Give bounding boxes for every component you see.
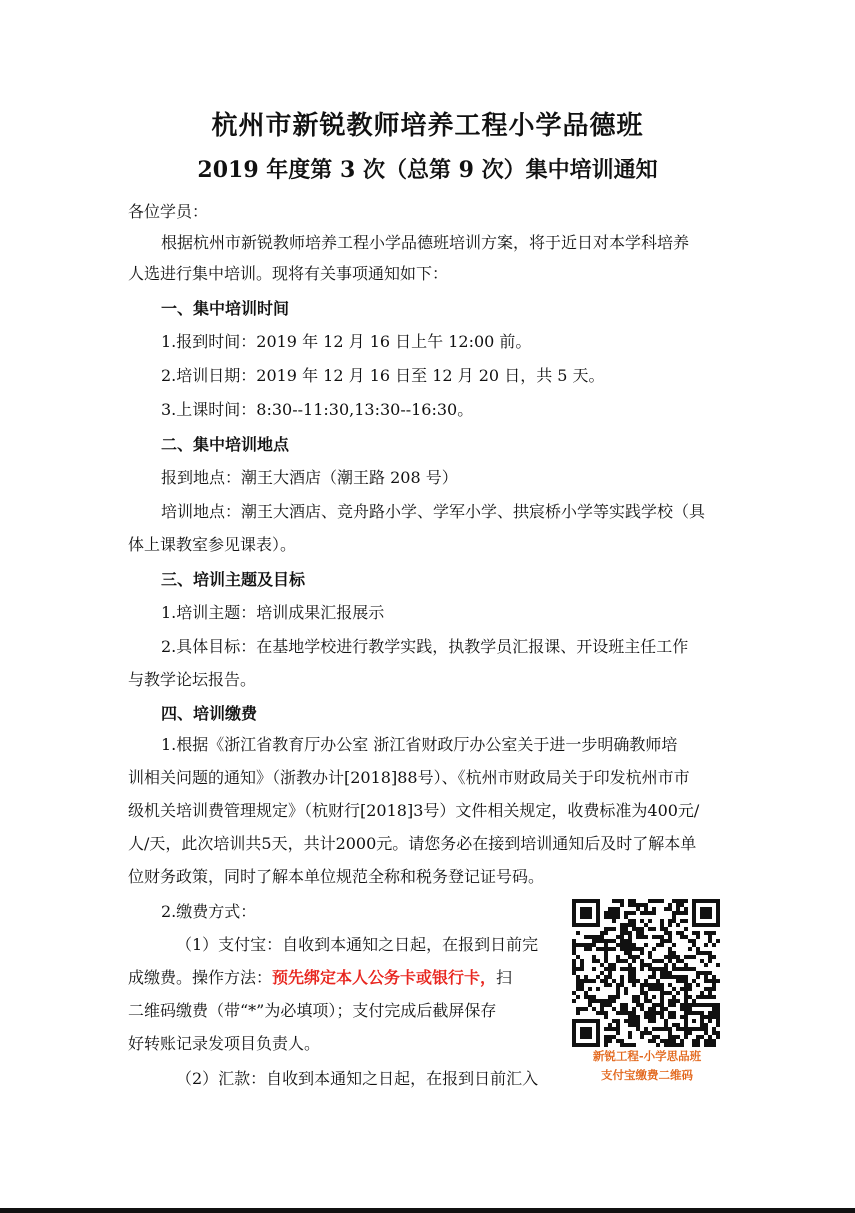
alipay-line-2-pre: 成缴费。操作方法： [128, 968, 273, 987]
training-dates: 2.培训日期：2019 年 12 月 16 日至 12 月 20 日，共 5 天。 [161, 366, 605, 385]
alipay-line-1: （1）支付宝：自收到本通知之日起，在报到日前完 [176, 935, 539, 954]
intro-line-1: 根据杭州市新锐教师培养工程小学品德班培训方案，将于近日对本学科培养 [161, 233, 690, 252]
page-title: 杭州市新锐教师培养工程小学品德班 [211, 111, 644, 141]
section-2-heading: 二、集中培训地点 [161, 435, 290, 454]
bottom-rule [0, 1208, 855, 1213]
fee-line-3: 级机关培训费管理规定》（杭财行[2018]3号）文件相关规定，收费标准为400元/ [128, 801, 700, 820]
fee-line-1: 1.根据《浙江省教育厅办公室 浙江省财政厅办公室关于进一步明确教师培 [161, 735, 678, 754]
training-goal-line-1: 2.具体目标：在基地学校进行教学实践，执教学员汇报课、开设班主任工作 [161, 637, 689, 656]
section-1-heading: 一、集中培训时间 [161, 299, 290, 318]
training-goal-line-2: 与教学论坛报告。 [128, 670, 257, 689]
training-theme: 1.培训主题：培训成果汇报展示 [161, 603, 385, 622]
report-location: 报到地点：潮王大酒店（潮王路 208 号） [161, 468, 458, 487]
intro-line-2: 人选进行集中培训。现将有关事项通知如下： [128, 264, 449, 283]
alipay-card-highlight: 预先绑定本人公务卡或银行卡， [272, 968, 497, 987]
report-time: 1.报到时间：2019 年 12 月 16 日上午 12:00 前。 [161, 332, 532, 351]
greeting: 各位学员： [128, 202, 209, 221]
page-subtitle: 2019 年度第 3 次（总第 9 次）集中培训通知 [197, 157, 658, 183]
section-3-heading: 三、培训主题及目标 [161, 570, 306, 589]
alipay-line-3: 二维码缴费（带“*”为必填项）；支付完成后截屏保存 [128, 1001, 497, 1020]
qr-caption-2: 支付宝缴费二维码 [601, 1068, 693, 1082]
fee-line-4: 人/天，此次培训共5天，共计2000元。请您务必在接到培训通知后及时了解本单 [128, 834, 697, 853]
alipay-line-4: 好转账记录发项目负责人。 [128, 1034, 321, 1053]
fee-line-2: 训相关问题的通知》（浙教办计[2018]88号）、《杭州市财政局关于印发杭州市市 [128, 768, 690, 787]
payment-methods: 2.缴费方式： [161, 902, 257, 921]
qr-caption-1: 新锐工程-小学思品班 [592, 1049, 702, 1063]
fee-line-5: 位财务政策，同时了解本单位规范全称和税务登记证号码。 [128, 867, 545, 886]
section-4-heading: 四、培训缴费 [161, 704, 258, 723]
alipay-line-2-post: 扫 [496, 968, 513, 987]
training-location-line-1: 培训地点：潮王大酒店、竞舟路小学、学军小学、拱宸桥小学等实践学校（具 [161, 502, 706, 521]
alipay-qr-block [572, 899, 722, 1085]
remit-line: （2）汇款：自收到本通知之日起，在报到日前汇入 [176, 1069, 539, 1088]
qr-code-icon[interactable] [572, 899, 720, 1047]
class-time: 3.上课时间：8:30--11:30,13:30--16:30。 [161, 400, 474, 419]
training-location-line-2: 体上课教室参见课表）。 [128, 535, 297, 554]
